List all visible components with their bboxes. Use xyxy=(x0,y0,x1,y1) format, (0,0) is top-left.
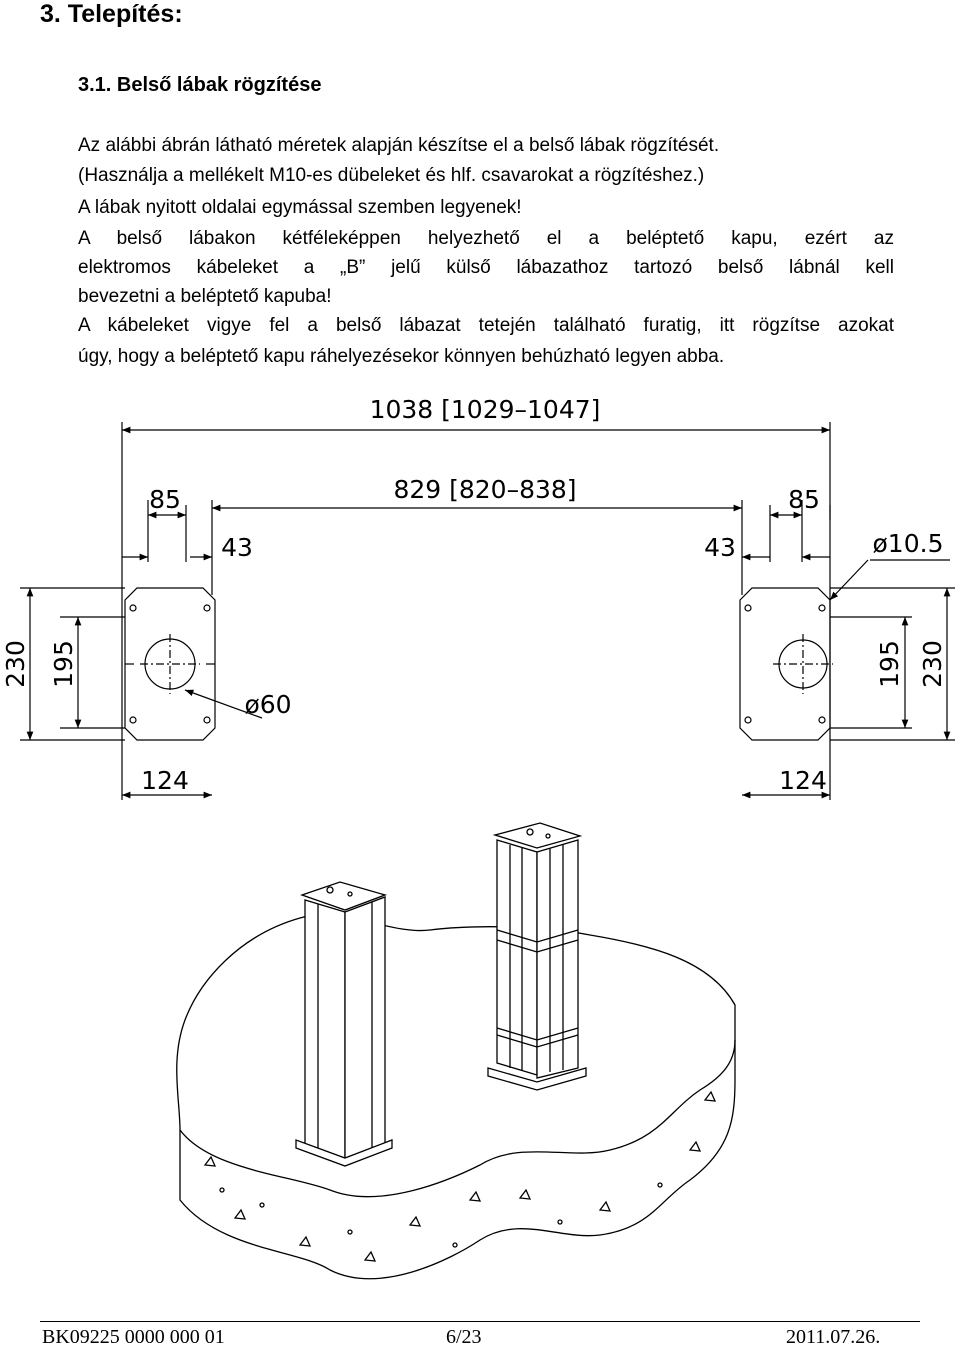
dim-left-124-label: 124 xyxy=(141,766,189,795)
dim-center-hole-label: ø60 xyxy=(244,690,292,719)
dim-right-124-label: 124 xyxy=(779,766,827,795)
dim-right-43-label: 43 xyxy=(704,533,736,562)
paragraph-line: A belső lábakon kétféleképpen helyezhető el a beléptető kapu, ezért az xyxy=(78,228,894,249)
page-heading: 3. Telepítés: xyxy=(40,0,183,28)
dim-left-230-label: 230 xyxy=(1,640,30,688)
section-heading: 3.1. Belső lábak rögzítése xyxy=(78,74,322,96)
paragraph-line: Az alábbi ábrán látható méretek alapján készítse el a belső lábak rögzítését. xyxy=(78,135,720,156)
isometric-view xyxy=(177,823,735,1279)
dim-total-label: 1038 [1029–1047] xyxy=(369,395,601,424)
dim-inner-label: 829 [820–838] xyxy=(393,475,577,504)
dim-right-230-label: 230 xyxy=(918,640,947,688)
dimension-labels xyxy=(1,395,947,795)
paragraph-line: elektromos kábeleket a „B” jelű külső lábazathoz tartozó belső lábnál kell xyxy=(78,257,894,278)
dim-right-195-label: 195 xyxy=(875,640,904,688)
dim-left-85-label: 85 xyxy=(149,485,181,514)
dim-left-43-label: 43 xyxy=(221,533,253,562)
dim-right-85-label: 85 xyxy=(788,485,820,514)
dim-left-195-label: 195 xyxy=(49,640,78,688)
paragraph-line: úgy, hogy a beléptető kapu ráhelyezésekor könnyen behúzható legyen abba. xyxy=(78,346,725,367)
paragraph-line: bevezetni a beléptető kapuba! xyxy=(78,286,332,307)
footer-date: 2011.07.26. xyxy=(786,1326,881,1348)
dim-hole-label: ø10.5 xyxy=(872,529,944,558)
paragraph-line: (Használja a mellékelt M10-es dübeleket és hlf. csavarokat a rögzítéshez.) xyxy=(78,165,705,186)
paragraph-line: A kábeleket vigye fel a belső lábazat tetején található furatig, itt rögzítse azokat xyxy=(78,315,894,336)
footer-page-number: 6/23 xyxy=(446,1326,482,1348)
footer-rule xyxy=(40,1321,920,1322)
footer-doc-number: BK09225 0000 000 01 xyxy=(42,1326,225,1348)
paragraph-line: A lábak nyitott oldalai egymással szemben legyenek! xyxy=(78,197,522,218)
installation-drawing xyxy=(0,385,960,1305)
